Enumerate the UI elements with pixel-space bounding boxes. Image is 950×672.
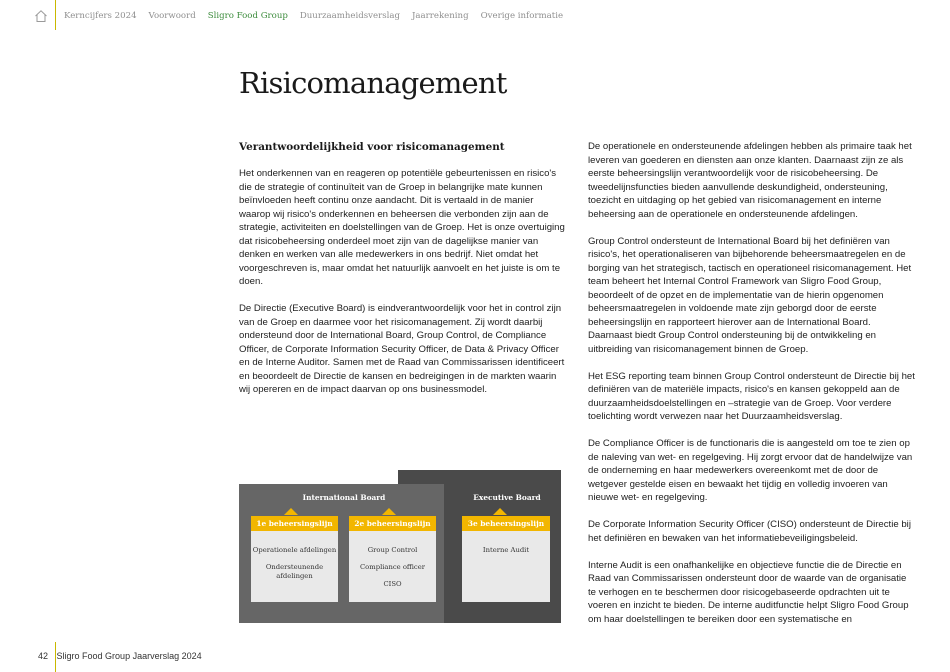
line-3-card bbox=[462, 531, 550, 602]
page-footer bbox=[38, 651, 202, 661]
nav-item-sligro-food-group[interactable]: Sligro Food Group bbox=[207, 11, 288, 21]
executive-board-label: Executive Board bbox=[473, 493, 541, 502]
nav-item-voorwoord[interactable]: Voorwoord bbox=[148, 11, 196, 21]
pointer-triangle-icon bbox=[382, 508, 396, 515]
card-item: Operationele afdelingen bbox=[252, 546, 337, 554]
paragraph: Group Control ondersteunt de International Board bij het definiëren van risico's, het operationaliseren van bijbehorende beheersmaatregelen en de borging van het strategisch, tactisch en operationeel risicomanagement. Het team beheert het Internal Control Framework van Sligro Food Group, beoordeelt of de opzet en de implementatie van de hierin opgenomen beheersmaatregelen in voldoende mate zijn geborgd door de eerste beheersingslijn en rapporteert hierover aan de International Board. Daarnaast biedt Group Control ondersteuning bij de ontwikkeling en uitbreiding van risicomanagement binnen de Groep. bbox=[588, 235, 912, 355]
paragraph: De Corporate Information Security Officer (CISO) ondersteunt de Directie bij het definiëren en bewaken van het informatiebeveiligingsbeleid. bbox=[588, 519, 911, 544]
line-1-label: 1e beheersingslijn bbox=[251, 516, 338, 531]
top-navigation bbox=[0, 0, 950, 34]
pointer-triangle-icon bbox=[493, 508, 507, 515]
left-column bbox=[239, 140, 565, 410]
line-1-card bbox=[251, 531, 338, 602]
home-icon[interactable] bbox=[34, 9, 48, 23]
page-number: 42 bbox=[38, 651, 49, 661]
paragraph: De Directie (Executive Board) is eindverantwoordelijk voor het in control zijn van de Groep en daarmee voor het risicomanagement. Zij wordt daarbij ondersteund door de International Board, Group Control, de Compliance Officer, de Corporate Information Security Officer, de Data & Privacy Officer en de Interne Auditor. Samen met de Raad van Commissarissen identificeert en beoordeelt de Directie de kansen en bedreigingen in de markten waarin wij opereren en de impact daarvan op ons businessmodel. bbox=[239, 303, 565, 395]
paragraph: De Compliance Officer is de functionaris die is aangesteld om toe te zien op de naleving van wet- en regelgeving. Hij zorgt ervoor dat de handelwijze van de onderneming en haar medewerkers overeenkomt met de door de wetgever gestelde eisen en bewaakt het tijdig en volledig invoeren van nieuwe wet- en regelgeving. bbox=[588, 438, 913, 503]
section-heading: Verantwoordelijkheid voor risicomanagement bbox=[239, 141, 505, 153]
page-title: Risicomanagement bbox=[239, 66, 507, 100]
card-item: Interne Audit bbox=[482, 546, 530, 554]
nav-divider bbox=[55, 0, 56, 30]
publication-name: Sligro Food Group Jaarverslag 2024 bbox=[56, 651, 202, 661]
line-2-label: 2e beheersingslijn bbox=[349, 516, 436, 531]
paragraph: De operationele en ondersteunende afdelingen hebben als primaire taak het leveren van goederen en diensten aan onze klanten. Daarnaast zijn ze als eerste beheersingslijn verantwoordelijk voor de risicobeheersing. De tweedelijnsfuncties bieden aanvullende deskundigheid, ondersteuning, toezicht en uitdaging op het gebied van risicomanagement en interne beheersing aan de operationele en ondersteunende afdelingen. bbox=[588, 141, 912, 220]
paragraph: Het onderkennen van en reageren op potentiële gebeurtenissen en risico's die de strategie of continuïteit van de Groep in belangrijke mate kunnen beïnvloeden heeft continu onze aandacht. Dit is vertaald in de manier waarop wij risico's onderkennen en beheersen die verbonden zijn aan de strategie, activiteiten en doelstellingen van de Groep. Het is onze overtuiging dat risicobeheersing onderdeel moet zijn van de dagelijkse manier van denken en werken van alle medewerkers in ons bedrijf. Niet omdat het voorgeschreven is, maar omdat het natuurlijk aanvoelt en het juiste is om te doen. bbox=[239, 168, 565, 287]
nav-item-duurzaamheidsverslag[interactable]: Duurzaamheidsverslag bbox=[299, 11, 400, 21]
nav-item-jaarrekening[interactable]: Jaarrekening bbox=[411, 11, 469, 21]
lines-of-defense-diagram bbox=[239, 470, 561, 623]
paragraph: Interne Audit is een onafhankelijke en objectieve functie die de Directie en Raad van Commissarissen ondersteunt door de waarde van de organisatie te verhogen en te beschermen door risicogebaseerde opdrachten uit te voeren en inzicht te bieden. De interne auditfunctie helpt Sligro Food Group om haar doelstellingen te bereiken door een systematische en bbox=[588, 559, 909, 625]
line-3-label: 3e beheersingslijn bbox=[462, 516, 550, 531]
card-item: Compliance officer bbox=[359, 563, 426, 571]
card-item: CISO bbox=[383, 580, 402, 588]
nav-links bbox=[64, 11, 563, 21]
line-2-card bbox=[349, 531, 436, 602]
pointer-triangle-icon bbox=[284, 508, 298, 515]
card-item: Ondersteunende afdelingen bbox=[265, 563, 324, 580]
paragraph: Het ESG reporting team binnen Group Control ondersteunt de Directie bij het definiëren van de materiële impacts, risico's en kansen gekoppeld aan de duurzaamheidsdoelstellingen en –strategie van de Groep. Voor verdere toelichting wordt verwezen naar het Duurzaamheidsverslag. bbox=[588, 370, 915, 422]
card-item: Group Control bbox=[367, 546, 418, 554]
nav-item-kerncijfers[interactable]: Kerncijfers 2024 bbox=[64, 11, 137, 21]
international-board-label: International Board bbox=[302, 493, 386, 502]
nav-item-overige-informatie[interactable]: Overige informatie bbox=[480, 11, 564, 21]
right-column bbox=[588, 140, 916, 640]
